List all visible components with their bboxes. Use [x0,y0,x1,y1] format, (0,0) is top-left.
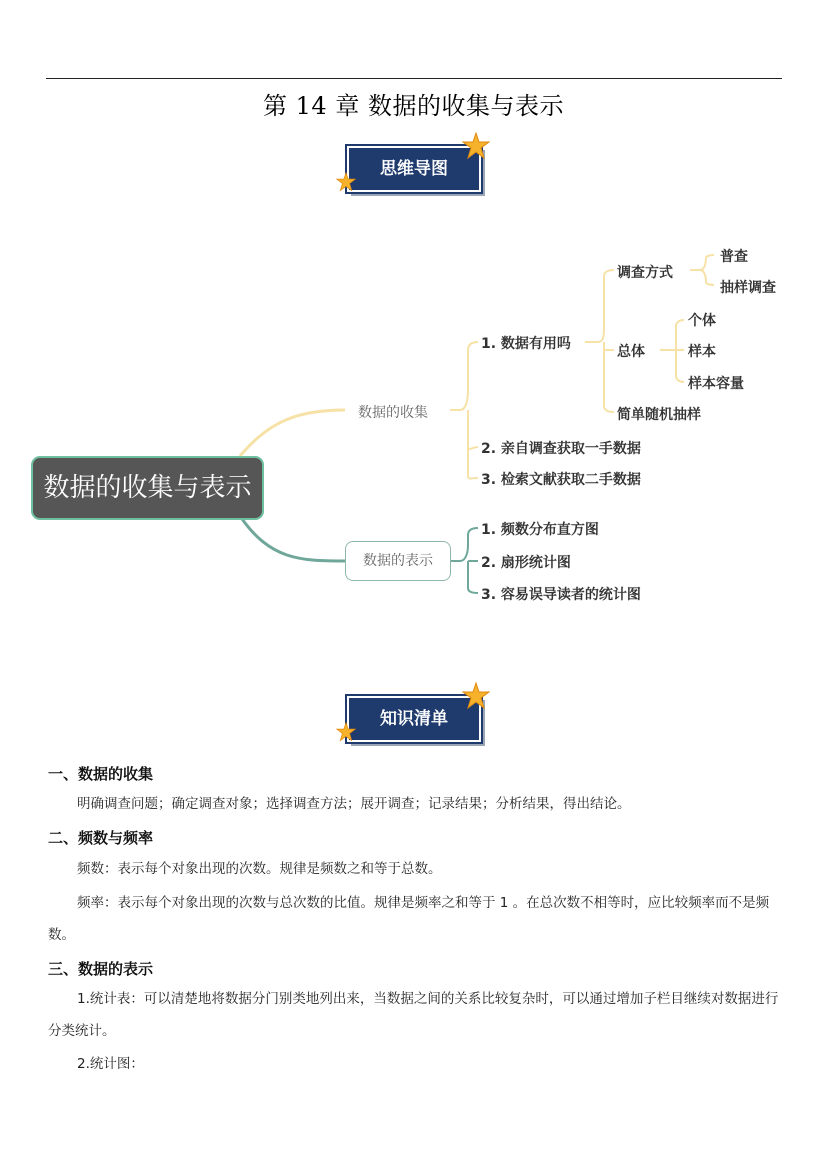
node-sample-size: 样本容量 [688,376,744,392]
node-histogram: 1. 频数分布直方图 [481,522,599,538]
paragraph: 2.统计图： [77,1056,144,1072]
node-misleading-chart: 3. 容易误导读者的统计图 [481,587,641,603]
mindmap-central-node: 数据的收集与表示 [31,456,264,520]
node-first-hand-data: 2. 亲自调查获取一手数据 [481,441,641,457]
paragraph: 1.统计表：可以清楚地将数据分门别类地列出来，当数据之间的关系比较复杂时，可以通过增加子栏目继续对数据进行分类统计。 [48,991,779,1039]
section-heading: 三、数据的表示 [48,960,154,978]
branch-collection-label: 数据的收集 [358,405,428,421]
star-icon [462,682,490,710]
section-heading: 一、数据的收集 [48,765,154,783]
node-pie-chart: 2. 扇形统计图 [481,555,571,571]
node-survey-method: 调查方式 [617,265,673,281]
star-icon [336,722,356,742]
node-simple-random-sampling: 简单随机抽样 [617,407,701,423]
mindmap-banner: 思维导图 [347,146,481,192]
node-second-hand-data: 3. 检索文献获取二手数据 [481,472,641,488]
node-data-useful: 1. 数据有用吗 [481,336,571,352]
section-heading: 二、频数与频率 [48,829,154,847]
node-population: 总体 [617,344,645,360]
node-sample-survey: 抽样调查 [720,280,776,296]
node-census: 普查 [720,249,748,265]
paragraph: 频数：表示每个对象出现的次数。规律是频数之和等于总数。 [77,861,442,877]
checklist-banner: 知识清单 [347,696,481,742]
node-sample: 样本 [688,344,716,360]
page-title: 第 14 章 数据的收集与表示 [263,92,564,120]
branch-representation-label: 数据的表示 [345,541,451,581]
paragraph: 频率：表示每个对象出现的次数与总次数的比值。规律是频率之和等于 1 。在总次数不相等时，应比较频率而不是频数。 [48,895,770,943]
node-individual: 个体 [688,313,716,329]
paragraph: 明确调查问题；确定调查对象；选择调查方法；展开调查；记录结果；分析结果，得出结论。 [77,796,631,812]
